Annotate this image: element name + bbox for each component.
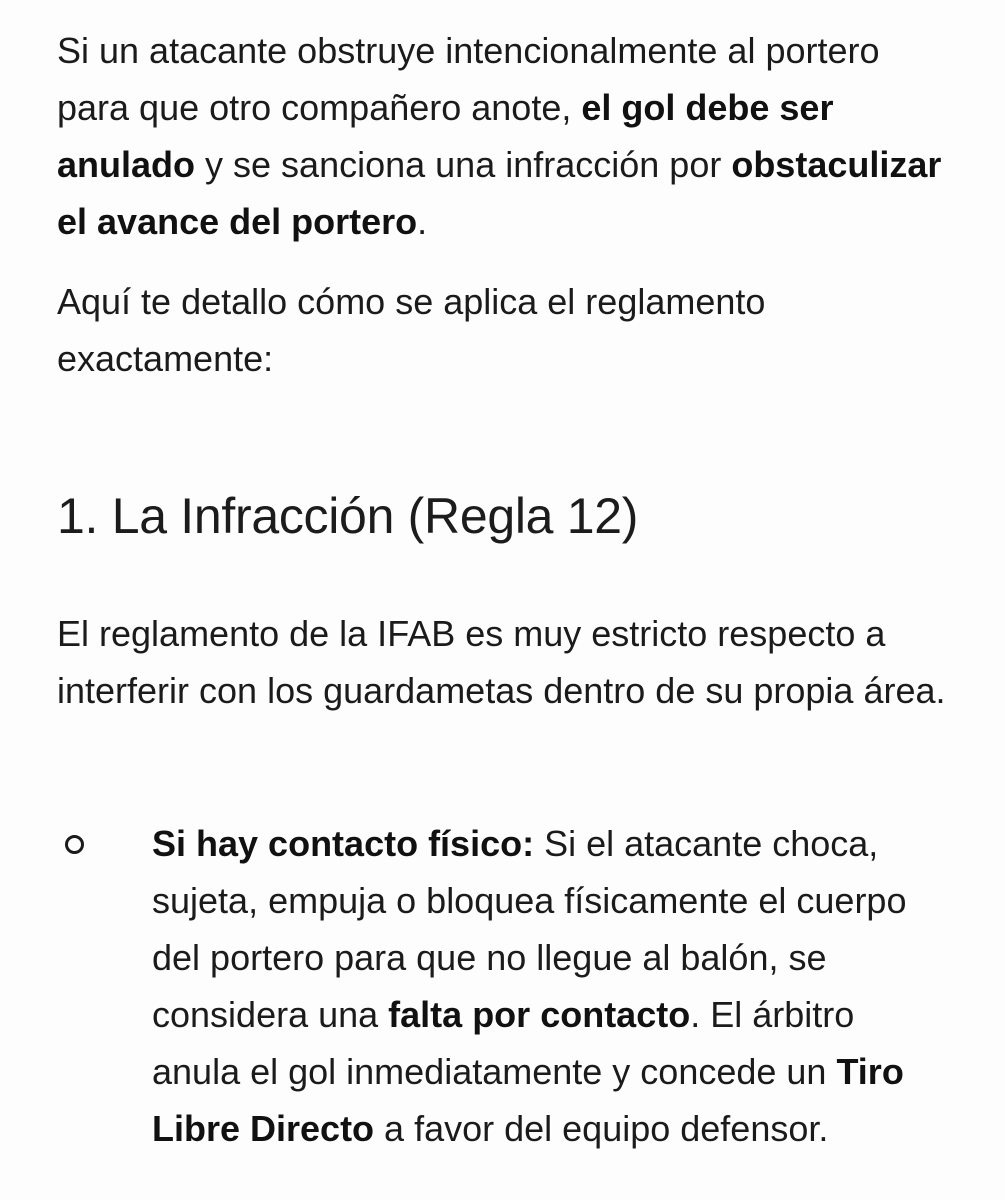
section-heading: 1. La Infracción (Regla 12)	[57, 488, 639, 544]
list-item-text-1: Si el atacante choca, sujeta, empuja o bloquea físicamente el cuerpo del portero para que no llegue al balón, se considera una	[152, 823, 907, 1035]
detail-paragraph: Aquí te detallo cómo se aplica el reglamento exactamente:	[57, 281, 766, 379]
list-item-text	[152, 815, 952, 1157]
intro-text-3: .	[417, 201, 428, 242]
document-content	[57, 22, 957, 1149]
hollow-circle-bullet-icon	[65, 835, 84, 854]
list-item-text-2: . El árbitro anula el gol inmediatamente y concede un	[152, 994, 855, 1092]
list-item-bold-2: Tiro Libre Directo	[152, 1051, 904, 1149]
list-item-text-3: a favor del equipo defensor.	[374, 1108, 829, 1149]
list-item-lead: Si hay contacto físico:	[152, 823, 535, 864]
section-paragraph: El reglamento de la IFAB es muy estricto respecto a interferir con los guardametas dentro de su propia área.	[57, 613, 946, 711]
intro-bold-2: obstaculizar el avance del portero	[57, 144, 942, 242]
rules-list	[57, 815, 957, 1157]
intro-text-2: y se sanciona una infracción por	[195, 144, 732, 185]
intro-paragraph	[57, 22, 957, 250]
list-item	[57, 815, 957, 1157]
list-item-bold-1: falta por contacto	[388, 994, 691, 1035]
intro-text-1: Si un atacante obstruye intencionalmente al portero para que otro compañero anote,	[57, 30, 890, 128]
intro-bold-1: el gol debe ser anulado	[57, 87, 834, 185]
